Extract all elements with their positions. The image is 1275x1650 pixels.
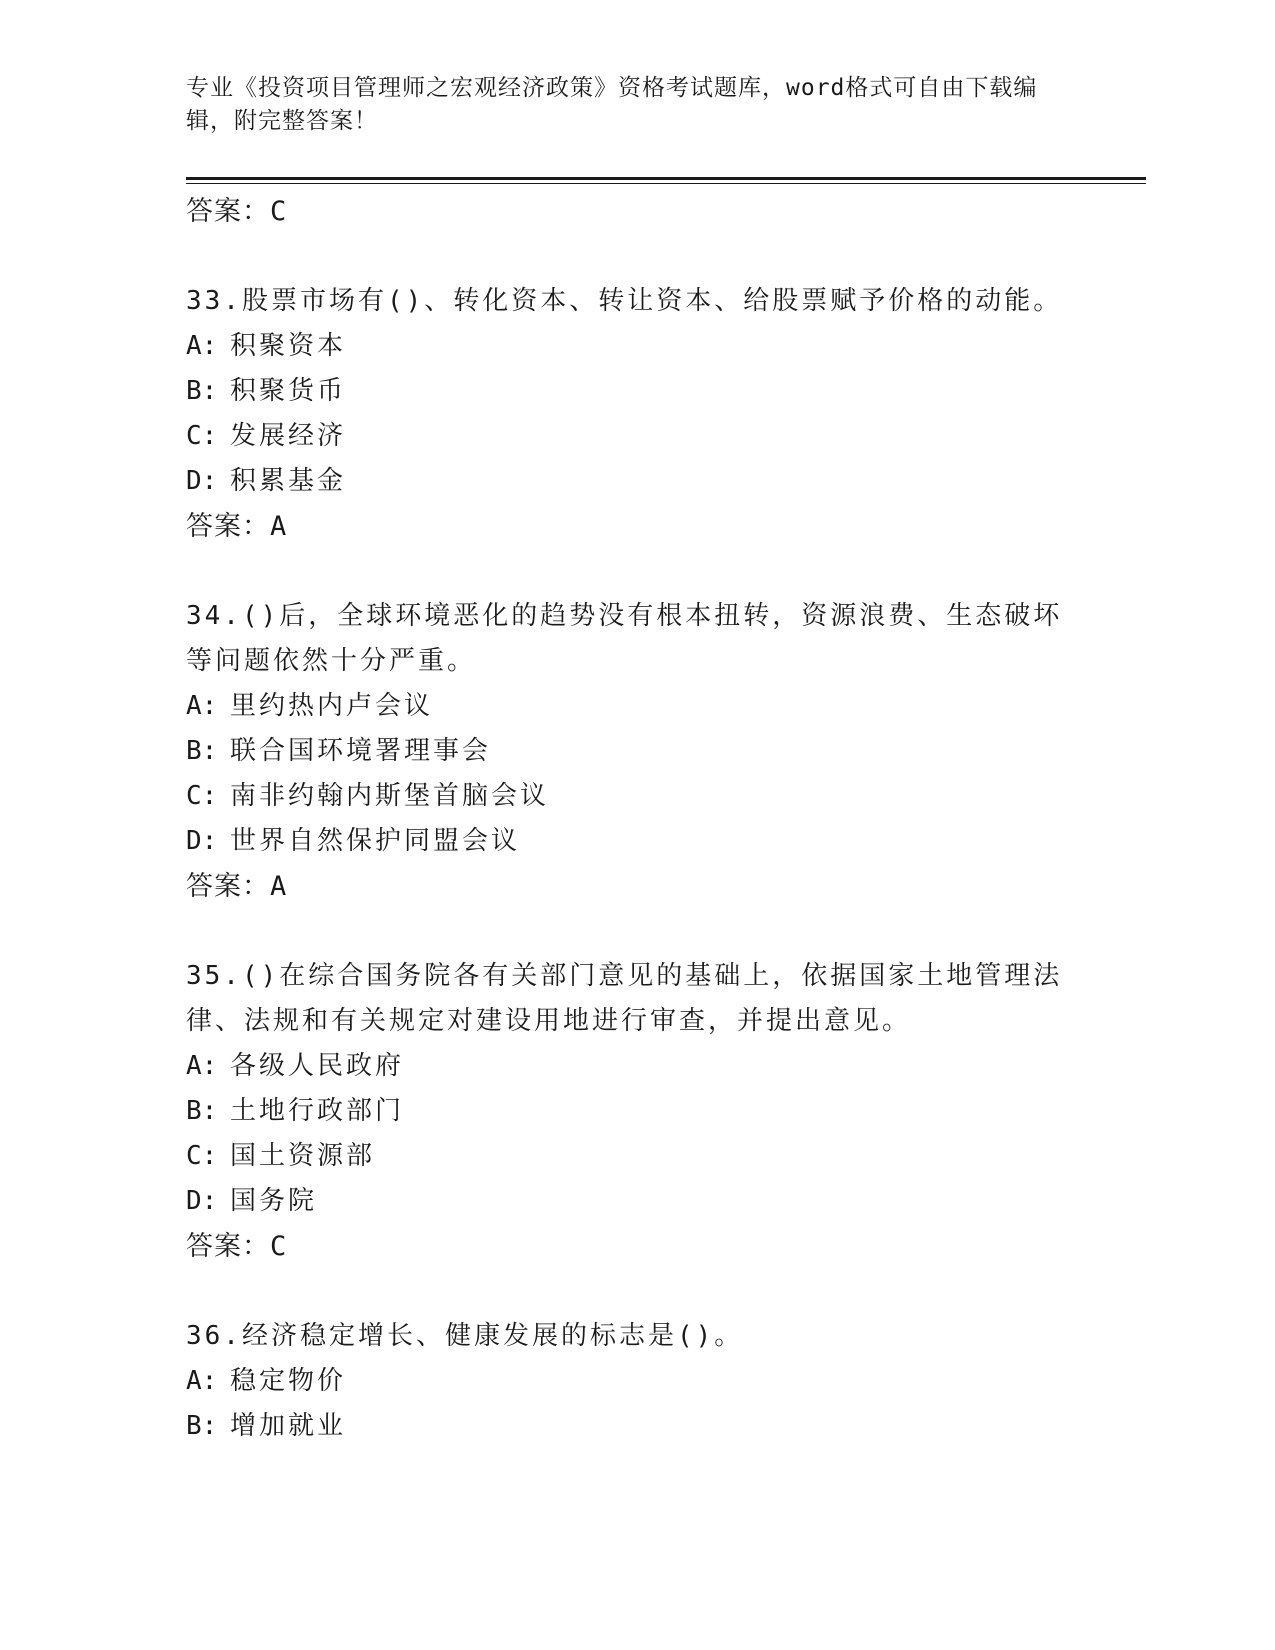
question-option — [186, 1404, 1086, 1449]
question-option — [186, 1134, 1086, 1179]
question-option — [186, 324, 1086, 369]
option-letter: A: — [186, 331, 218, 361]
question-option — [186, 819, 1086, 864]
question-option — [186, 414, 1086, 459]
option-text: 增加就业 — [230, 1411, 347, 1441]
answer-label: 答案： — [186, 511, 270, 542]
question-item — [186, 279, 1086, 550]
question-option — [186, 684, 1086, 729]
question-item — [186, 954, 1086, 1270]
question-option — [186, 1044, 1086, 1089]
option-text: 南非约翰内斯堡首脑会议 — [230, 781, 550, 811]
option-text: 积聚货币 — [230, 376, 347, 406]
option-letter: A: — [186, 1051, 218, 1081]
option-letter: A: — [186, 1366, 218, 1396]
document-header — [186, 72, 1066, 138]
answer-value: C — [270, 1231, 288, 1262]
question-option — [186, 729, 1086, 774]
question-option — [186, 459, 1086, 504]
option-letter: B: — [186, 1096, 218, 1126]
question-stem: 33.股票市场有()、转化资本、转让资本、给股票赋予价格的动能。 — [186, 286, 1063, 316]
option-text: 里约热内卢会议 — [230, 691, 434, 721]
option-letter: D: — [186, 826, 218, 856]
answer-value: C — [270, 196, 288, 227]
option-text: 积聚资本 — [230, 331, 347, 361]
option-letter: B: — [186, 1411, 218, 1441]
question-option — [186, 1089, 1086, 1134]
question-option — [186, 774, 1086, 819]
answer-label: 答案： — [186, 871, 270, 902]
answer-line — [186, 1224, 1086, 1270]
option-text: 积累基金 — [230, 466, 347, 496]
question-list — [186, 189, 1086, 1449]
option-text: 联合国环境署理事会 — [230, 736, 492, 766]
option-letter: D: — [186, 466, 218, 496]
question-stem: 35.()在综合国务院各有关部门意见的基础上，依据国家土地管理法律、法规和有关规定对建设用地进行审查，并提出意见。 — [186, 961, 1063, 1036]
questions-container — [186, 279, 1086, 1449]
header-divider-thin — [186, 183, 1146, 184]
option-text: 世界自然保护同盟会议 — [230, 826, 521, 856]
answer-line — [186, 864, 1086, 910]
answer-label: 答案： — [186, 196, 270, 227]
question-option — [186, 369, 1086, 414]
question-item — [186, 594, 1086, 910]
answer-label: 答案： — [186, 1231, 270, 1262]
question-stem: 36.经济稳定增长、健康发展的标志是()。 — [186, 1321, 744, 1351]
option-text: 发展经济 — [230, 421, 347, 451]
answer-value: A — [270, 871, 288, 902]
answer-value: A — [270, 511, 288, 542]
header-text: 专业《投资项目管理师之宏观经济政策》资格考试题库，word格式可自由下载编辑，附完整答案！ — [186, 75, 1038, 134]
question-item — [186, 1314, 1086, 1449]
option-text: 各级人民政府 — [230, 1051, 405, 1081]
option-letter: C: — [186, 781, 218, 811]
option-text: 国土资源部 — [230, 1141, 376, 1171]
option-letter: A: — [186, 691, 218, 721]
question-option — [186, 1359, 1086, 1404]
option-text: 稳定物价 — [230, 1366, 347, 1396]
option-letter: B: — [186, 376, 218, 406]
question-option — [186, 1179, 1086, 1224]
question-stem: 34.()后，全球环境恶化的趋势没有根本扭转，资源浪费、生态破坏等问题依然十分严重。 — [186, 601, 1063, 676]
option-letter: C: — [186, 1141, 218, 1171]
answer-line — [186, 189, 1086, 235]
option-letter: C: — [186, 421, 218, 451]
option-letter: B: — [186, 736, 218, 766]
option-text: 土地行政部门 — [230, 1096, 405, 1126]
option-text: 国务院 — [230, 1186, 318, 1216]
option-letter: D: — [186, 1186, 218, 1216]
header-divider-thick — [186, 177, 1146, 180]
answer-line — [186, 504, 1086, 550]
